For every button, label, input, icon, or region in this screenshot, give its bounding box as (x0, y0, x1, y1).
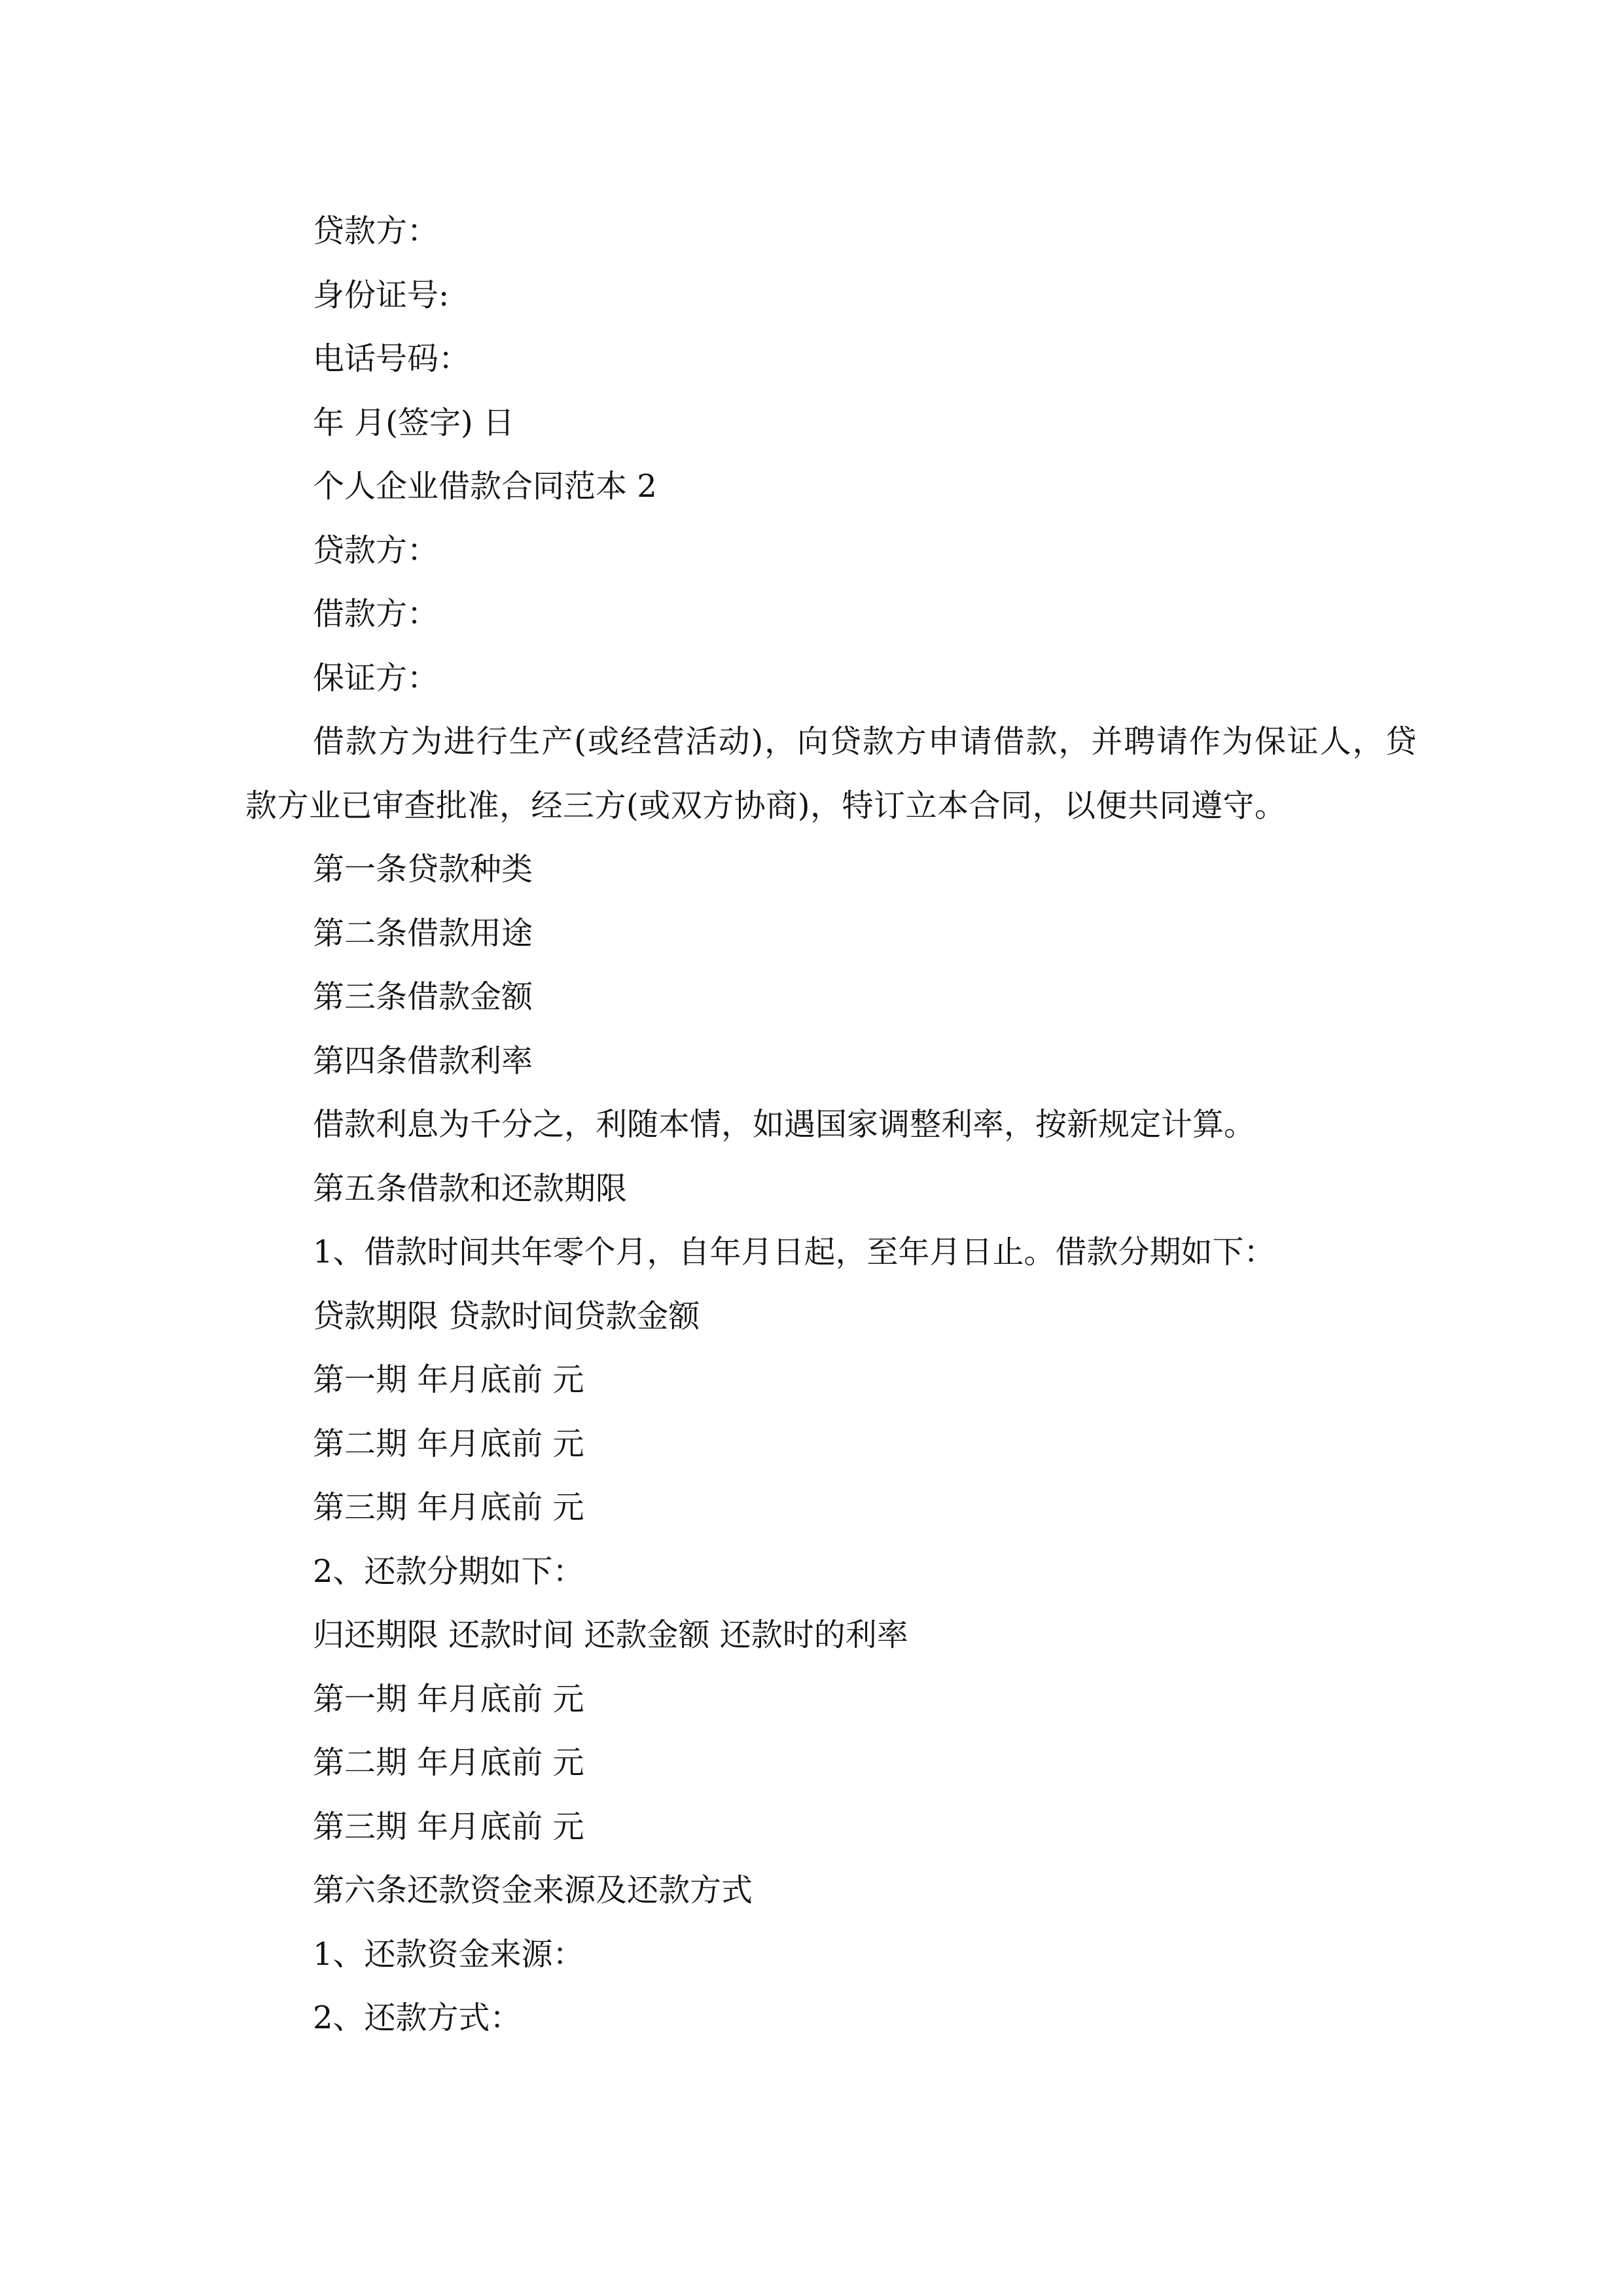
clause-heading: 第六条还款资金来源及还款方式 (313, 1872, 753, 1909)
intro-paragraph: 借款方为进行生产(或经营活动)，向贷款方申请借款，并聘请作为保证人，贷款方业已审查批准，经三方(或双方协商)，特订立本合同，以便共同遵守。 (245, 723, 1417, 824)
text-line: 1、借款时间共年零个月，自年月日起，至年月日止。借款分期如下： (313, 1234, 1275, 1270)
schedule-row: 第二期 年月底前 元 (313, 1744, 584, 1781)
schedule-row: 第三期 年月底前 元 (313, 1489, 584, 1526)
text-line: 贷款方： (313, 531, 439, 569)
clause-heading: 第一条贷款种类 (313, 851, 533, 888)
section-title: 个人企业借款合同范本 2 (313, 468, 657, 505)
text-line: 身份证号: (313, 276, 450, 314)
schedule-row: 第一期 年月底前 元 (313, 1361, 584, 1398)
clause-heading: 第二条借款用途 (313, 914, 533, 952)
clause-heading: 第五条借款和还款期限 (313, 1170, 628, 1207)
text-line: 借款利息为千分之，利随本情，如遇国家调整利率，按新规定计算。 (313, 1106, 1256, 1143)
text-line: 贷款方： (313, 213, 439, 249)
text-line: 2、还款方式： (313, 2000, 522, 2036)
schedule-header: 贷款期限 贷款时间贷款金额 (313, 1297, 700, 1335)
clause-heading: 第三条借款金额 (313, 978, 533, 1015)
schedule-row: 第一期 年月底前 元 (313, 1680, 584, 1717)
text-line: 2、还款分期如下： (313, 1552, 584, 1590)
text-line: 保证方： (313, 659, 439, 696)
text-line: 1、还款资金来源： (313, 1935, 584, 1973)
text-line: 借款方： (313, 596, 439, 632)
schedule-header: 归还期限 还款时间 还款金额 还款时的利率 (313, 1617, 908, 1653)
schedule-row: 第三期 年月底前 元 (313, 1808, 584, 1845)
schedule-row: 第二期 年月底前 元 (313, 1425, 584, 1462)
clause-heading: 第四条借款利率 (313, 1042, 533, 1079)
document-body (245, 200, 1417, 2051)
signature-date-line: 年 月(签字) 日 (313, 404, 514, 441)
text-line: 电话号码： (313, 340, 471, 377)
